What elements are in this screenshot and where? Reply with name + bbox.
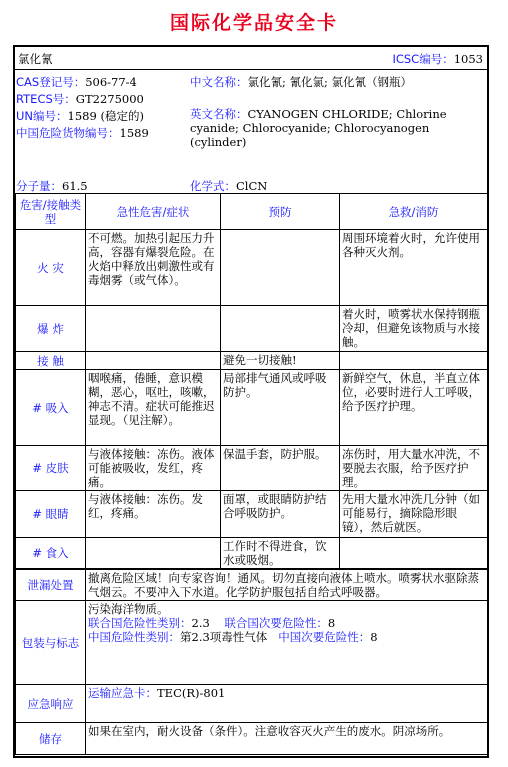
row-hazard [86,352,221,370]
row-prevention [221,306,340,352]
hazard-table [15,193,488,569]
row-first-aid: 先用大量水冲洗几分钟（如可能易行，摘除隐形眼镜），然后就医。 [340,491,488,538]
row-prevention: 避免一切接触! [221,352,340,370]
cas-label: CAS登记号： [16,75,86,89]
un-value: 1589 (稳定的) [67,109,144,123]
row-type: 爆 炸 [16,306,86,352]
row-type: # 眼睛 [16,491,86,538]
cn-sub-label: 中国次要危险性： [278,630,371,644]
storage-text: 如果在室内，耐火设备（条件）。注意收容灭火产生的废水。阴凉场所。 [86,723,488,755]
row-hazard: 咽喉痛，倦睡，意识模糊，恶心，呕吐，咳嗽，神志不清。症状可能推迟显现。（见注解）。 [86,370,221,446]
row-first-aid: 周围环境着火时，允许使用各种灭火剂。 [340,230,488,306]
mw-value: 61.5 [62,179,88,193]
storage-row [16,723,488,755]
emergency-content [86,685,488,723]
un-class-label: 联合国危险性类别： [88,616,192,630]
un-sub-value: 8 [327,616,336,630]
table-row [16,446,488,491]
emergency-label: 应急响应 [16,685,86,723]
table-row [16,491,488,538]
rtecs-value: GT2275000 [75,92,144,106]
un-label: UN编号： [16,109,68,123]
transport-card-label: 运输应急卡： [88,686,157,700]
un-sub-label: 联合国次要危险性： [224,616,328,630]
spill-row [16,570,488,601]
cn-class-value: 第2.3项毒性气体 [180,630,268,644]
hazard-table-wrap [15,193,487,755]
page-title: 国际化学品安全卡 [169,12,338,34]
cn-name-line [190,75,482,89]
col-header-first-aid: 急救/消防 [340,194,488,230]
spill-text: 撤离危险区域！向专家咨询！通风。切勿直接向液体上喷水。喷雾状水驱除蒸气烟云。不要冲入下水道。化学防护服包括自给式呼吸器。 [86,570,488,601]
cn-class-label: 中国危险性类别： [88,630,180,644]
row-hazard: 与液体接触：冻伤。发红，疼痛。 [86,491,221,538]
cn-number-line [16,126,149,140]
row-first-aid [340,538,488,569]
identification-block [15,69,487,194]
table-row [16,306,488,352]
emergency-row [16,685,488,723]
cn-name-value: 氯化氰; 氰化氯; 氯化氰（钢瓶） [247,75,413,89]
row-type: # 皮肤 [16,446,86,491]
en-name-line [190,107,480,149]
row-prevention: 局部排气通风或呼吸防护。 [221,370,340,446]
row-type: # 食入 [16,538,86,569]
table-row [16,352,488,370]
safety-card [13,45,489,758]
storage-label: 储存 [16,723,86,755]
row-hazard [86,538,221,569]
rtecs-line [16,92,144,106]
row-type: 接 触 [16,352,86,370]
cn-name-label: 中文名称： [190,75,248,89]
formula-line [190,179,267,193]
row-hazard: 不可燃。加热引起压力升高，容器有爆裂危险。在火焰中释放出刺激性或有毒烟雾（或气体）。 [86,230,221,306]
packaging-row [16,601,488,685]
transport-card-value: TEC(R)-801 [157,686,226,700]
packaging-marine: 污染海洋物质。 [88,602,169,616]
row-prevention: 面罩，或眼睛防护结合呼吸防护。 [221,491,340,538]
packaging-label: 包装与标志 [16,601,86,685]
packaging-cn-line [88,630,485,644]
col-header-type: 危害/接触类型 [16,194,86,230]
card-header [15,47,487,70]
row-prevention [221,230,340,306]
mw-label: 分子量： [16,179,62,193]
table-header-row [16,194,488,230]
packaging-content [86,601,488,685]
packaging-un-line [88,616,485,630]
icsc-number [392,52,483,66]
row-prevention: 保温手套，防护服。 [221,446,340,491]
cn-number-label: 中国危险货物编号： [16,126,120,140]
row-hazard [86,306,221,352]
icsc-value: 1053 [453,52,483,66]
row-hazard: 与液体接触：冻伤。液体可能被吸收，发红，疼痛。 [86,446,221,491]
cas-value: 506-77-4 [85,75,137,89]
formula-label: 化学式： [190,179,236,193]
formula-value: ClCN [236,179,268,193]
cas-line [16,75,137,89]
rtecs-label: RTECS号： [16,92,76,106]
cn-sub-value: 8 [370,630,378,644]
cn-number-value: 1589 [119,126,149,140]
info-table [15,569,488,755]
table-row [16,230,488,306]
table-row [16,370,488,446]
row-prevention: 工作时不得进食，饮水或吸烟。 [221,538,340,569]
row-first-aid [340,352,488,370]
icsc-label: ICSC编号： [392,52,454,66]
un-line [16,109,144,123]
col-header-prevention: 预防 [221,194,340,230]
row-first-aid: 冻伤时，用大量水冲洗，不要脱去衣服，给予医疗护理。 [340,446,488,491]
un-class-value: 2.3 [191,616,210,630]
spill-label: 泄漏处置 [16,570,86,601]
row-first-aid: 新鲜空气，休息，半直立体位，必要时进行人工呼吸，给予医疗护理。 [340,370,488,446]
en-name-value: CYANOGEN CHLORIDE; Chlorine cyanide; Chlorocyanide; Chlorocyanogen (cylinder) [190,107,447,149]
col-header-hazard: 急性危害/症状 [86,194,221,230]
row-type: # 吸入 [16,370,86,446]
row-first-aid: 着火时，喷雾状水保持钢瓶冷却，但避免该物质与水接触。 [340,306,488,352]
row-type: 火 灾 [16,230,86,306]
en-name-label: 英文名称： [190,107,248,121]
molecular-weight-line [16,179,88,193]
table-row [16,538,488,569]
chemical-name: 氯化氰 [18,52,53,66]
